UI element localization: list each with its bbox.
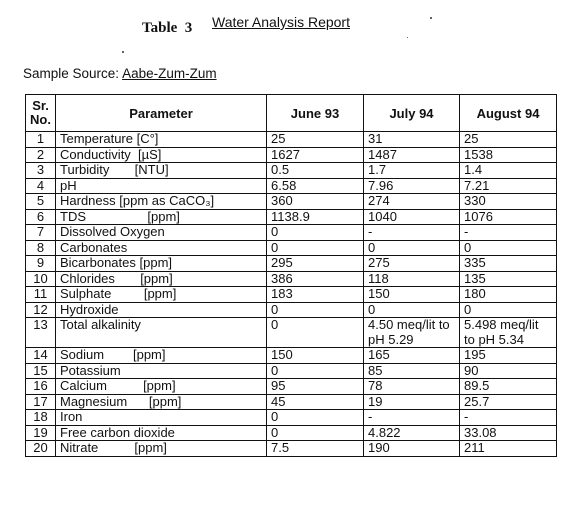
parameter-cell: Dissolved Oxygen — [56, 225, 267, 241]
parameter-cell: Nitrate [ppm] — [56, 441, 267, 457]
july-94-cell: 7.96 — [364, 178, 460, 194]
parameter-cell: Temperature [C°] — [56, 132, 267, 148]
august-94-cell: 5.498 meq/lit to pH 5.34 — [460, 318, 557, 348]
sr-no-cell: 18 — [26, 410, 56, 426]
table-row — [26, 287, 557, 303]
july-94-cell: 4.822 — [364, 425, 460, 441]
june-93-cell: 0 — [267, 410, 364, 426]
scan-speck — [122, 51, 124, 53]
parameter-cell: Free carbon dioxide — [56, 425, 267, 441]
parameter-cell: Chlorides [ppm] — [56, 271, 267, 287]
june-93-cell: 360 — [267, 194, 364, 210]
august-94-cell: 195 — [460, 348, 557, 364]
june-93-cell: 0 — [267, 318, 364, 348]
august-94-cell: 335 — [460, 256, 557, 272]
table-row — [26, 132, 557, 148]
august-94-cell: 0 — [460, 302, 557, 318]
parameter-cell: Conductivity [µS] — [56, 147, 267, 163]
august-94-cell: 135 — [460, 271, 557, 287]
sr-no-cell: 15 — [26, 363, 56, 379]
sr-no-cell: 16 — [26, 379, 56, 395]
june-93-cell: 6.58 — [267, 178, 364, 194]
sample-source-label: Sample Source: — [23, 66, 123, 81]
parameter-cell: Sulphate [ppm] — [56, 287, 267, 303]
june-93-cell: 1627 — [267, 147, 364, 163]
table-row — [26, 256, 557, 272]
column-header-june-93: June 93 — [267, 95, 364, 132]
june-93-cell: 25 — [267, 132, 364, 148]
table-row — [26, 271, 557, 287]
june-93-cell: 45 — [267, 394, 364, 410]
sr-no-cell: 17 — [26, 394, 56, 410]
table-row — [26, 410, 557, 426]
july-94-cell: 1487 — [364, 147, 460, 163]
july-94-cell: 0 — [364, 302, 460, 318]
july-94-cell: 274 — [364, 194, 460, 210]
column-header-july-94: July 94 — [364, 95, 460, 132]
sr-no-cell: 11 — [26, 287, 56, 303]
table-row — [26, 425, 557, 441]
table-row — [26, 209, 557, 225]
sr-no-cell: 7 — [26, 225, 56, 241]
parameter-cell: Total alkalinity — [56, 318, 267, 348]
august-94-cell: 180 — [460, 287, 557, 303]
sr-no-cell: 14 — [26, 348, 56, 364]
parameter-cell: Carbonates — [56, 240, 267, 256]
sr-no-cell: 8 — [26, 240, 56, 256]
july-94-cell: 190 — [364, 441, 460, 457]
scan-speck — [407, 37, 408, 38]
july-94-cell: 275 — [364, 256, 460, 272]
june-93-cell: 0 — [267, 363, 364, 379]
july-94-cell: 165 — [364, 348, 460, 364]
june-93-cell: 0 — [267, 302, 364, 318]
table-row — [26, 178, 557, 194]
water-analysis-table — [25, 94, 557, 457]
sr-no-cell: 3 — [26, 163, 56, 179]
june-93-cell: 183 — [267, 287, 364, 303]
title-row — [0, 12, 576, 36]
table-row — [26, 225, 557, 241]
august-94-cell: 7.21 — [460, 178, 557, 194]
report-title: Water Analysis Report — [212, 14, 350, 30]
july-94-cell: - — [364, 410, 460, 426]
table-row — [26, 194, 557, 210]
august-94-cell: 330 — [460, 194, 557, 210]
sample-source-value: Aabe-Zum-Zum — [122, 66, 217, 81]
table-row — [26, 163, 557, 179]
july-94-cell: 31 — [364, 132, 460, 148]
august-94-cell: 1.4 — [460, 163, 557, 179]
table-row — [26, 147, 557, 163]
parameter-cell: Bicarbonates [ppm] — [56, 256, 267, 272]
august-94-cell: 1538 — [460, 147, 557, 163]
june-93-cell: 0.5 — [267, 163, 364, 179]
sr-no-cell: 19 — [26, 425, 56, 441]
table-row — [26, 318, 557, 348]
july-94-cell: 4.50 meq/lit to pH 5.29 — [364, 318, 460, 348]
scan-speck — [430, 17, 432, 19]
sr-no-cell: 9 — [26, 256, 56, 272]
table-row — [26, 394, 557, 410]
parameter-cell: Sodium [ppm] — [56, 348, 267, 364]
june-93-cell: 150 — [267, 348, 364, 364]
august-94-cell: 33.08 — [460, 425, 557, 441]
sr-no-cell: 12 — [26, 302, 56, 318]
july-94-cell: 1040 — [364, 209, 460, 225]
july-94-cell: 0 — [364, 240, 460, 256]
parameter-cell: Iron — [56, 410, 267, 426]
august-94-cell: 25 — [460, 132, 557, 148]
june-93-cell: 386 — [267, 271, 364, 287]
sr-no-cell: 20 — [26, 441, 56, 457]
parameter-cell: Magnesium [ppm] — [56, 394, 267, 410]
table-number: Table 3 — [142, 20, 193, 36]
table-header-row — [26, 95, 557, 132]
sr-no-cell: 2 — [26, 147, 56, 163]
august-94-cell: 211 — [460, 441, 557, 457]
august-94-cell: - — [460, 410, 557, 426]
july-94-cell: 150 — [364, 287, 460, 303]
august-94-cell: 0 — [460, 240, 557, 256]
parameter-cell: TDS [ppm] — [56, 209, 267, 225]
table-row — [26, 302, 557, 318]
parameter-cell: Turbidity [NTU] — [56, 163, 267, 179]
parameter-cell: pH — [56, 178, 267, 194]
table-row — [26, 363, 557, 379]
parameter-cell: Hydroxide — [56, 302, 267, 318]
june-93-cell: 7.5 — [267, 441, 364, 457]
june-93-cell: 295 — [267, 256, 364, 272]
june-93-cell: 0 — [267, 425, 364, 441]
sr-no-cell: 10 — [26, 271, 56, 287]
sr-no-cell: 6 — [26, 209, 56, 225]
august-94-cell: 90 — [460, 363, 557, 379]
sr-no-cell: 1 — [26, 132, 56, 148]
sr-no-cell: 4 — [26, 178, 56, 194]
sr-no-cell: 5 — [26, 194, 56, 210]
column-header-august-94: August 94 — [460, 95, 557, 132]
july-94-cell: 78 — [364, 379, 460, 395]
table-row — [26, 441, 557, 457]
august-94-cell: 1076 — [460, 209, 557, 225]
sr-no-cell: 13 — [26, 318, 56, 348]
august-94-cell: 89.5 — [460, 379, 557, 395]
column-header-sr-no: Sr. No. — [26, 95, 56, 132]
august-94-cell: 25.7 — [460, 394, 557, 410]
table-row — [26, 240, 557, 256]
table-row — [26, 348, 557, 364]
july-94-cell: 1.7 — [364, 163, 460, 179]
column-header-parameter: Parameter — [56, 95, 267, 132]
table-row — [26, 379, 557, 395]
july-94-cell: 19 — [364, 394, 460, 410]
july-94-cell: 85 — [364, 363, 460, 379]
july-94-cell: - — [364, 225, 460, 241]
june-93-cell: 95 — [267, 379, 364, 395]
june-93-cell: 1138.9 — [267, 209, 364, 225]
june-93-cell: 0 — [267, 225, 364, 241]
july-94-cell: 118 — [364, 271, 460, 287]
parameter-cell: Potassium — [56, 363, 267, 379]
parameter-cell: Calcium [ppm] — [56, 379, 267, 395]
june-93-cell: 0 — [267, 240, 364, 256]
august-94-cell: - — [460, 225, 557, 241]
parameter-cell: Hardness [ppm as CaCO₃] — [56, 194, 267, 210]
sample-source — [23, 66, 217, 81]
